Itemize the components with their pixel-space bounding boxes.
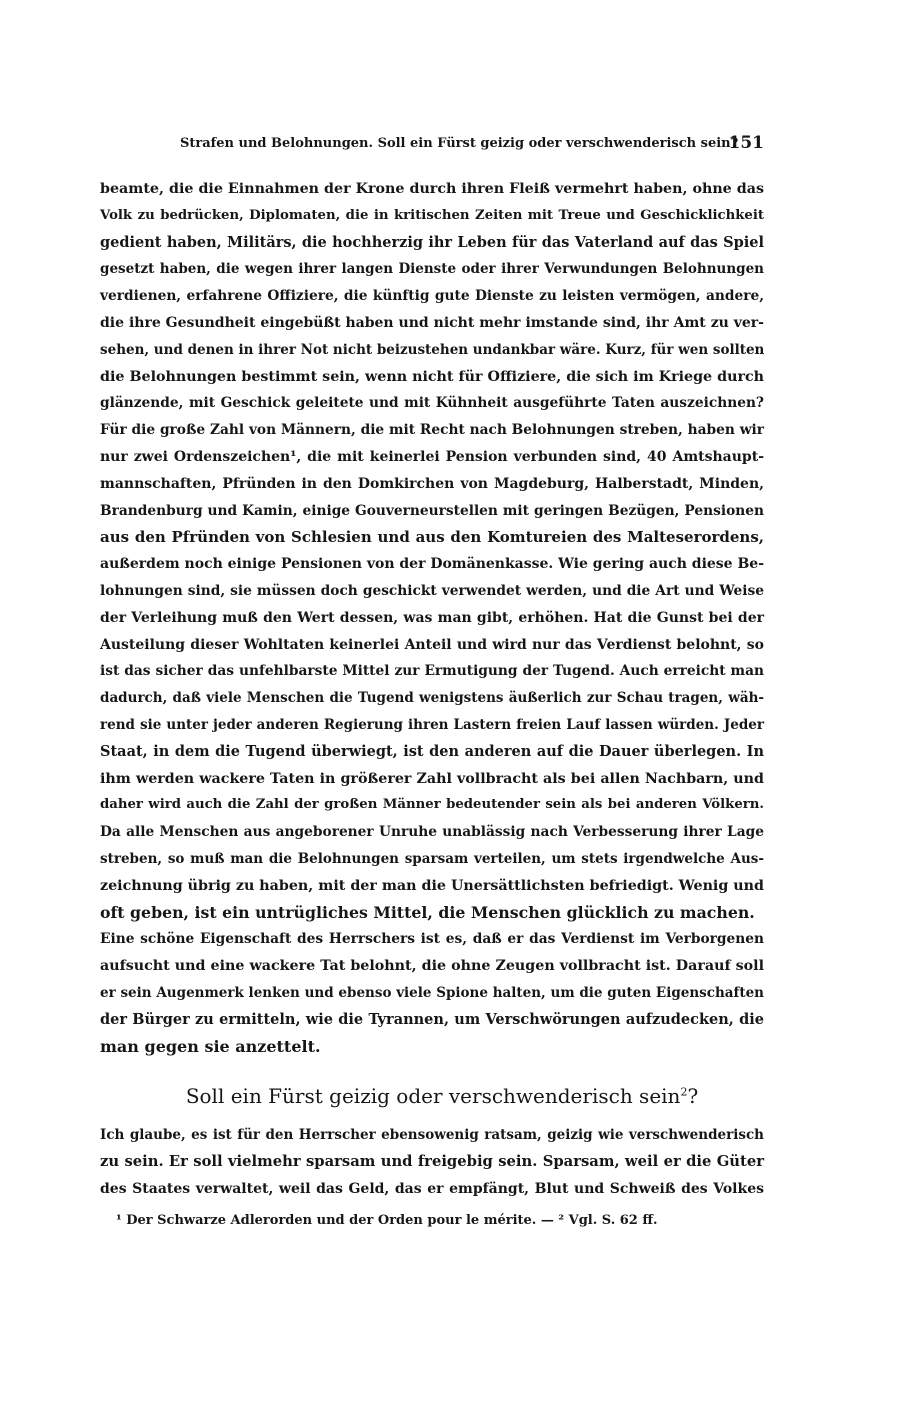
text-line: Da alle Menschen aus angeborener Unruhe unablässig nach Verbesserung ihrer Lage xyxy=(100,824,764,841)
text-line: Austeilung dieser Wohltaten keinerlei Anteil und wird nur das Verdienst belohnt, so xyxy=(100,636,764,653)
section-body xyxy=(100,1122,764,1202)
section-heading xyxy=(120,1080,764,1112)
footnote: ¹ Der Schwarze Adlerorden und der Orden pour le mérite. — ² Vgl. S. 62 ff. xyxy=(116,1213,658,1228)
text-line: daher wird auch die Zahl der großen Männer bedeutender sein als bei anderen Völkern. xyxy=(100,797,764,813)
text-line: oft geben, ist ein untrügliches Mittel, die Menschen glücklich zu machen. xyxy=(100,902,755,922)
text-line: Eine schöne Eigenschaft des Herrschers ist es, daß er das Verdienst im Verborgenen xyxy=(100,931,764,948)
text-line: zeichnung übrig zu haben, mit der man die Unersättlichsten befriedigt. Wenig und xyxy=(100,877,764,894)
text-line: ihm werden wackere Taten in größerer Zahl vollbracht als bei allen Nachbarn, und xyxy=(100,770,764,787)
text-line: man gegen sie anzettelt. xyxy=(100,1036,321,1056)
text-line: Volk zu bedrücken, Diplomaten, die in kritischen Zeiten mit Treue und Geschicklichkeit xyxy=(100,207,764,223)
text-line: nur zwei Ordenszeichen¹, die mit keinerlei Pension verbunden sind, 40 Amtshaupt- xyxy=(100,448,764,465)
text-line: Ich glaube, es ist für den Herrscher ebensowenig ratsam, geizig wie verschwenderisch xyxy=(100,1127,764,1143)
footnote-marker: 2 xyxy=(680,1085,688,1099)
text-line: Brandenburg und Kamin, einige Gouverneurstellen mit geringen Bezügen, Pensionen xyxy=(100,502,764,519)
section-heading-text: Soll ein Fürst geizig oder verschwenderisch sein xyxy=(185,1084,681,1108)
text-line: dadurch, daß viele Menschen die Tugend wenigstens äußerlich zur Schau tragen, wäh- xyxy=(100,690,764,707)
text-line: glänzende, mit Geschick geleitete und mit Kühnheit ausgeführte Taten auszeichnen? xyxy=(100,395,764,412)
body-text xyxy=(100,176,764,1060)
text-line: ist das sicher das unfehlbarste Mittel zur Ermutigung der Tugend. Auch erreicht man xyxy=(100,663,764,680)
text-line: Für die große Zahl von Männern, die mit Recht nach Belohnungen streben, haben wir xyxy=(100,422,764,439)
text-line: der Verleihung muß den Wert dessen, was man gibt, erhöhen. Hat die Gunst bei der xyxy=(100,609,764,626)
text-line: streben, so muß man die Belohnungen sparsam verteilen, um stets irgendwelche Aus- xyxy=(100,850,764,867)
text-line: die ihre Gesundheit eingebüßt haben und nicht mehr imstande sind, ihr Amt zu ver- xyxy=(100,314,764,331)
text-line: er sein Augenmerk lenken und ebenso viele Spione halten, um die guten Eigenschaften xyxy=(100,984,764,1001)
page-header xyxy=(100,133,764,155)
section-heading-end: ? xyxy=(687,1084,699,1108)
section xyxy=(100,1080,764,1202)
text-line: aus den Pfründen von Schlesien und aus den Komtureien des Malteserordens, xyxy=(100,528,764,547)
text-line: außerdem noch einige Pensionen von der Domänenkasse. Wie gering auch diese Be- xyxy=(100,556,765,573)
text-line: Staat, in dem die Tugend überwiegt, ist den anderen auf die Dauer überlegen. In xyxy=(100,742,764,760)
running-head: Strafen und Belohnungen. Soll ein Fürst geizig oder verschwenderisch sein? xyxy=(180,136,739,151)
text-line: rend sie unter jeder anderen Regierung ihren Lastern freien Lauf lassen würden. Jeder xyxy=(100,716,764,733)
text-line: mannschaften, Pfründen in den Domkirchen von Magdeburg, Halberstadt, Minden, xyxy=(100,475,764,492)
text-line: lohnungen sind, sie müssen doch geschickt verwendet werden, und die Art und Weise xyxy=(100,582,764,599)
text-line: zu sein. Er soll vielmehr sparsam und freigebig sein. Sparsam, weil er die Güter xyxy=(100,1152,764,1170)
text-line: des Staates verwaltet, weil das Geld, das er empfängt, Blut und Schweiß des Volkes xyxy=(100,1180,764,1197)
text-line: gesetzt haben, die wegen ihrer langen Dienste oder ihrer Verwundungen Belohnungen xyxy=(100,261,764,278)
text-line: die Belohnungen bestimmt sein, wenn nicht für Offiziere, die sich im Kriege durch xyxy=(100,368,764,385)
text-line: sehen, und denen in ihrer Not nicht beizustehen undankbar wäre. Kurz, für wen sollten xyxy=(100,341,765,358)
text-line: beamte, die die Einnahmen der Krone durch ihren Fleiß vermehrt haben, ohne das xyxy=(100,181,764,197)
text-line: gedient haben, Militärs, die hochherzig ihr Leben für das Vaterland auf das Spiel xyxy=(100,233,764,251)
text-line: verdienen, erfahrene Offiziere, die künftig gute Dienste zu leisten vermögen, andere, xyxy=(100,288,764,305)
text-line: aufsucht und eine wackere Tat belohnt, die ohne Zeugen vollbracht ist. Darauf soll xyxy=(100,958,764,975)
page-number: 151 xyxy=(728,133,764,153)
text-line: der Bürger zu ermitteln, wie die Tyrannen, um Verschwörungen aufzudecken, die xyxy=(100,1010,764,1028)
